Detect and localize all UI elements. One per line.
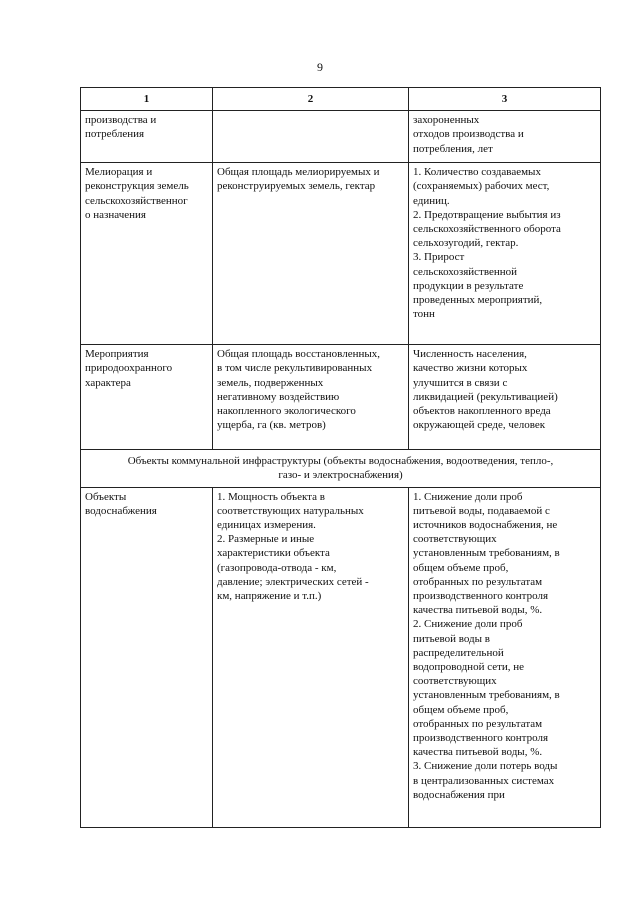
cell-text: Мелиорация и реконструкция земель сельскохозяйственног о назначения xyxy=(85,166,189,221)
cell-text: Мероприятия природоохранного характера xyxy=(85,348,173,389)
cell-text: 1. Снижение доли проб питьевой воды, подаваемой с источников водоснабжения, не соответствующих установленным требованиям, в общем объеме проб, отобранных по результатам производственного контроля качества питьевой воды, %. 2. Снижение доли проб питьевой воды в распределительной водопроводной сети, не соответствующих установленным требованиям, в общем объеме проб, отобранных по результатам производственного контроля качества питьевой воды, %. 3. Снижение доли потерь воды в централизованных системах водоснабжения при xyxy=(413,490,560,801)
table-cell xyxy=(213,487,409,827)
column-header-2: 2 xyxy=(213,88,409,111)
cell-text: Общая площадь мелиорируемых и реконструируемых земель, гектар xyxy=(217,166,380,193)
page-number: 9 xyxy=(317,60,323,74)
table-cell xyxy=(81,487,213,827)
section-title xyxy=(81,450,601,487)
table-row xyxy=(81,163,601,345)
table-cell xyxy=(81,163,213,345)
cell-text: 1. Мощность объекта в соответствующих натуральных единицах измерения. 2. Размерные и иные характеристики объекта (газопровода-отвода - км, давление; электрических сетей - км, напряжение и т.п.) xyxy=(217,490,369,603)
section-title-text: Объекты коммунальной инфраструктуры (объекты водоснабжения, водоотведения, тепло-, газо- и электроснабжения) xyxy=(127,455,554,482)
cell-text: 1. Количество создаваемых (сохраняемых) рабочих мест, единиц. 2. Предотвращение выбытия из сельскохозяйственного оборота сельхозугодий, гектар. 3. Прирост сельскохозяйственной продукции в результате проведенных мероприятий, тонн xyxy=(413,166,561,321)
cell-text: Общая площадь восстановленных, в том числе рекультивированных земель, подверженных негативному воздействию накопленного экологического ущерба, га (кв. метров) xyxy=(217,348,380,432)
indicators-table xyxy=(80,87,601,828)
table-cell xyxy=(409,163,601,345)
table-cell xyxy=(213,163,409,345)
table-row xyxy=(81,111,601,163)
table-cell xyxy=(81,111,213,163)
column-header-3: 3 xyxy=(409,88,601,111)
table-cell xyxy=(409,111,601,163)
table-cell xyxy=(409,487,601,827)
column-header-1: 1 xyxy=(81,88,213,111)
cell-text: Численность населения, качество жизни которых улучшится в связи с ликвидацией (рекультивацией) объектов накопленного вреда окружающей среде, человек xyxy=(413,348,558,432)
cell-text: захороненных отходов производства и потребления, лет xyxy=(413,114,524,155)
table-cell xyxy=(213,111,409,163)
table-row xyxy=(81,345,601,450)
cell-text: производства и потребления xyxy=(85,114,157,141)
table-header-row xyxy=(81,88,601,111)
table-cell xyxy=(81,345,213,450)
table-cell xyxy=(409,345,601,450)
section-row xyxy=(81,450,601,487)
cell-text: Объекты водоснабжения xyxy=(85,490,157,517)
table-cell xyxy=(213,345,409,450)
table-row xyxy=(81,487,601,827)
